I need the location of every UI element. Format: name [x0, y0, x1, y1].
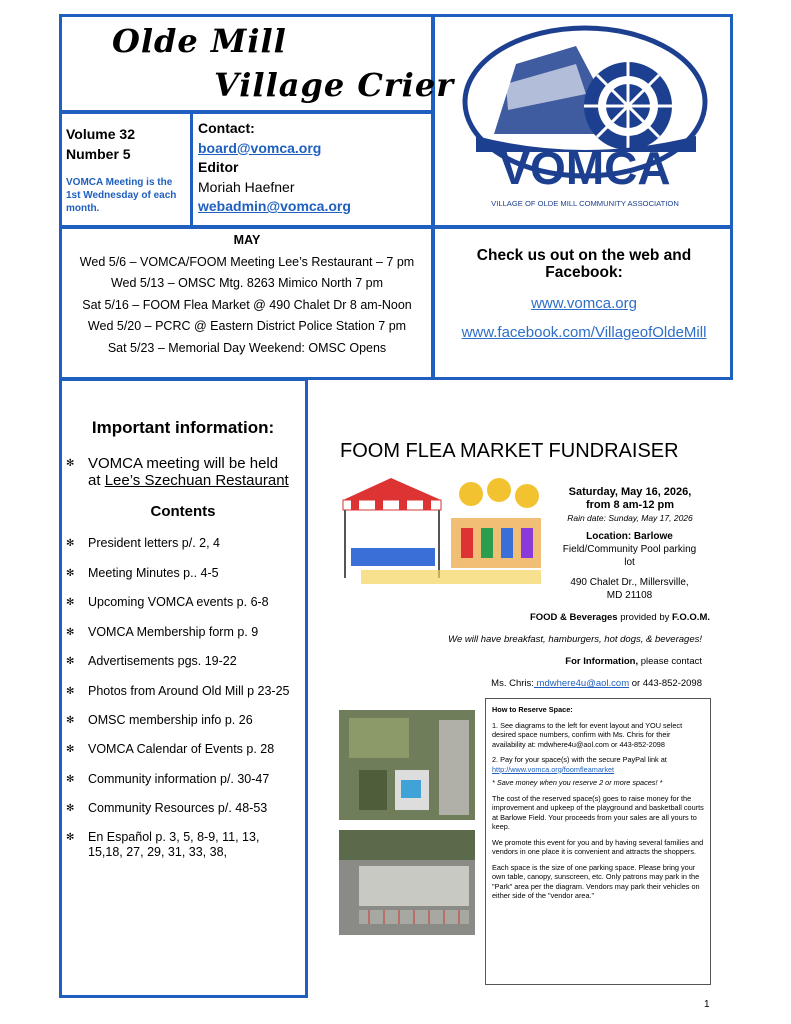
newsletter-title-line1: Olde Mill [112, 22, 287, 60]
contents-item: ✻ Advertisements pgs. 19-22 [66, 654, 237, 668]
flea-date: Saturday, May 16, 2026, from 8 am-12 pm [568, 486, 692, 511]
bullet-icon: ✻ [66, 568, 75, 579]
bullet-icon: ✻ [66, 803, 75, 814]
flea-info: For Information, please contact [565, 656, 702, 667]
contents-item: ✻ Upcoming VOMCA events p. 6-8 [66, 595, 269, 609]
reserve-save-note: * Save money when you reserve 2 or more spaces! * [492, 778, 663, 787]
aerial-photo-parking [339, 830, 475, 935]
vomca-logo [446, 24, 724, 214]
flea-market-title: FOOM FLEA MARKET FUNDRAISER [340, 440, 679, 462]
volume-number: Volume 32 [66, 126, 135, 142]
contents-item: ✻ VOMCA Membership form p. 9 [66, 625, 259, 639]
calendar-event: Sat 5/23 – Memorial Day Weekend: OMSC Opens [107, 340, 387, 355]
newsletter-title-line2: Village Crier [214, 66, 455, 104]
contents-item: ✻ VOMCA Calendar of Events p. 28 [66, 742, 275, 756]
bullet-icon: ✻ [66, 458, 75, 469]
web-heading: Check us out on the web and Facebook: [476, 247, 692, 281]
contact-label: Contact: [198, 120, 255, 136]
volume-info [66, 124, 135, 164]
bullet-icon: ✻ [66, 774, 75, 785]
logo-subtitle: VILLAGE OF OLDE MILL COMMUNITY ASSOCIATION [491, 199, 679, 208]
important-item: ✻ VOMCA meeting will be held at Lee’s Szechuan Restaurant [66, 455, 289, 489]
aerial-photo-field [339, 710, 475, 820]
bullet-icon: ✻ [66, 715, 75, 726]
contact-block [198, 119, 351, 217]
reserve-instructions [485, 698, 711, 985]
issue-number: Number 5 [66, 146, 131, 162]
bullet-icon: ✻ [66, 597, 75, 608]
calendar-event: Sat 5/16 – FOOM Flea Market @ 490 Chalet Dr 8 am-Noon [82, 297, 412, 312]
contents-heading: Contents [150, 503, 216, 520]
flea-location: Location: Barlowe Field/Community Pool parking lot [562, 531, 697, 568]
editor-email-link[interactable]: webadmin@vomca.org [198, 198, 351, 214]
page-number: 1 [704, 999, 710, 1010]
flea-address: 490 Chalet Dr., Millersville, MD 21108 [570, 577, 689, 601]
website-link[interactable]: www.vomca.org [531, 295, 637, 312]
reserve-step-1: 1. See diagrams to the left for event layout and YOU select desired space numbers, confirm with Ms. Chris for their availability at: mdwhere4u@aol.com or 443-852-2098 [492, 720, 683, 749]
flea-menu: We will have breakfast, hamburgers, hot dogs, & beverages! [448, 634, 702, 645]
calendar-event: Wed 5/20 – PCRC @ Eastern District Police Station 7 pm [87, 319, 407, 333]
reserve-paragraph: Each space is the size of one parking space. Please bring your own table, canopy, sunscreen, etc. Only patrons may park in the "Park" area per the diagram. Vendors may park their vehicles on either side of the "vendor area." [492, 862, 700, 900]
contents-item-espanol: ✻ En Español p. 3, 5, 8-9, 11, 13, 15,18, 27, 29, 31, 33, 38, [66, 830, 260, 859]
paypal-link[interactable]: http://www.vomca.org/foomfleamarket [492, 764, 615, 774]
editor-label: Editor [198, 159, 239, 175]
bullet-icon: ✻ [66, 538, 75, 549]
restaurant-link[interactable]: Lee’s Szechuan Restaurant [104, 472, 289, 489]
bullet-icon: ✻ [66, 686, 75, 697]
reserve-heading: How to Reserve Space: [492, 705, 573, 714]
flea-food: FOOD & Beverages provided by F.O.O.M. [529, 612, 710, 623]
flea-contact: Ms. Chris: mdwhere4u@aol.com or 443-852-2098 [491, 678, 702, 689]
bullet-icon: ✻ [66, 832, 75, 843]
bullet-icon: ✻ [66, 744, 75, 755]
contents-item: ✻ President letters p/. 2, 4 [66, 536, 221, 550]
important-heading: Important information: [91, 418, 275, 437]
may-calendar [60, 230, 434, 359]
logo-text: VOMCA [499, 142, 671, 194]
flea-market-illustration [341, 478, 551, 588]
contents-item: ✻ Community information p/. 30-47 [66, 772, 270, 786]
reserve-step-2: 2. Pay for your space(s) with the secure PayPal link at http://www.vomca.org/foomfleamarket [492, 755, 667, 774]
contact-email-link[interactable]: board@vomca.org [198, 139, 322, 156]
flea-contact-email-link[interactable]: mdwhere4u@aol.com [533, 678, 630, 689]
calendar-heading: MAY [233, 233, 261, 247]
web-section [436, 247, 732, 341]
reserve-paragraph: The cost of the reserved space(s) goes to raise money for the improvement and upkeep of the playground and basketball courts at Barlowe Field. Your proceeds from your sales are all yours to keep. [492, 793, 704, 831]
contents-item: ✻ Meeting Minutes p.. 4-5 [66, 566, 219, 580]
bullet-icon: ✻ [66, 627, 75, 638]
important-section [60, 418, 306, 438]
calendar-event: Wed 5/13 – OMSC Mtg. 8263 Mimico North 7 pm [110, 276, 384, 290]
flea-rain-date: Rain date: Sunday, May 17, 2026 [567, 513, 693, 523]
contents-item: ✻ OMSC membership info p. 26 [66, 713, 253, 727]
reserve-paragraph: We promote this event for you and by having several families and vendors in one place it is convenient and attracts the shoppers. [492, 837, 704, 856]
meeting-note: VOMCA Meeting is the 1st Wednesday of each month. [66, 177, 177, 214]
contents-item: ✻ Photos from Around Old Mill p 23-25 [66, 684, 290, 698]
facebook-link[interactable]: www.facebook.com/VillageofOldeMill [461, 324, 707, 341]
editor-name: Moriah Haefner [198, 178, 295, 195]
calendar-event: Wed 5/6 – VOMCA/FOOM Meeting Lee’s Restaurant – 7 pm [79, 254, 415, 269]
contents-item: ✻ Community Resources p/. 48-53 [66, 801, 268, 815]
bullet-icon: ✻ [66, 656, 75, 667]
